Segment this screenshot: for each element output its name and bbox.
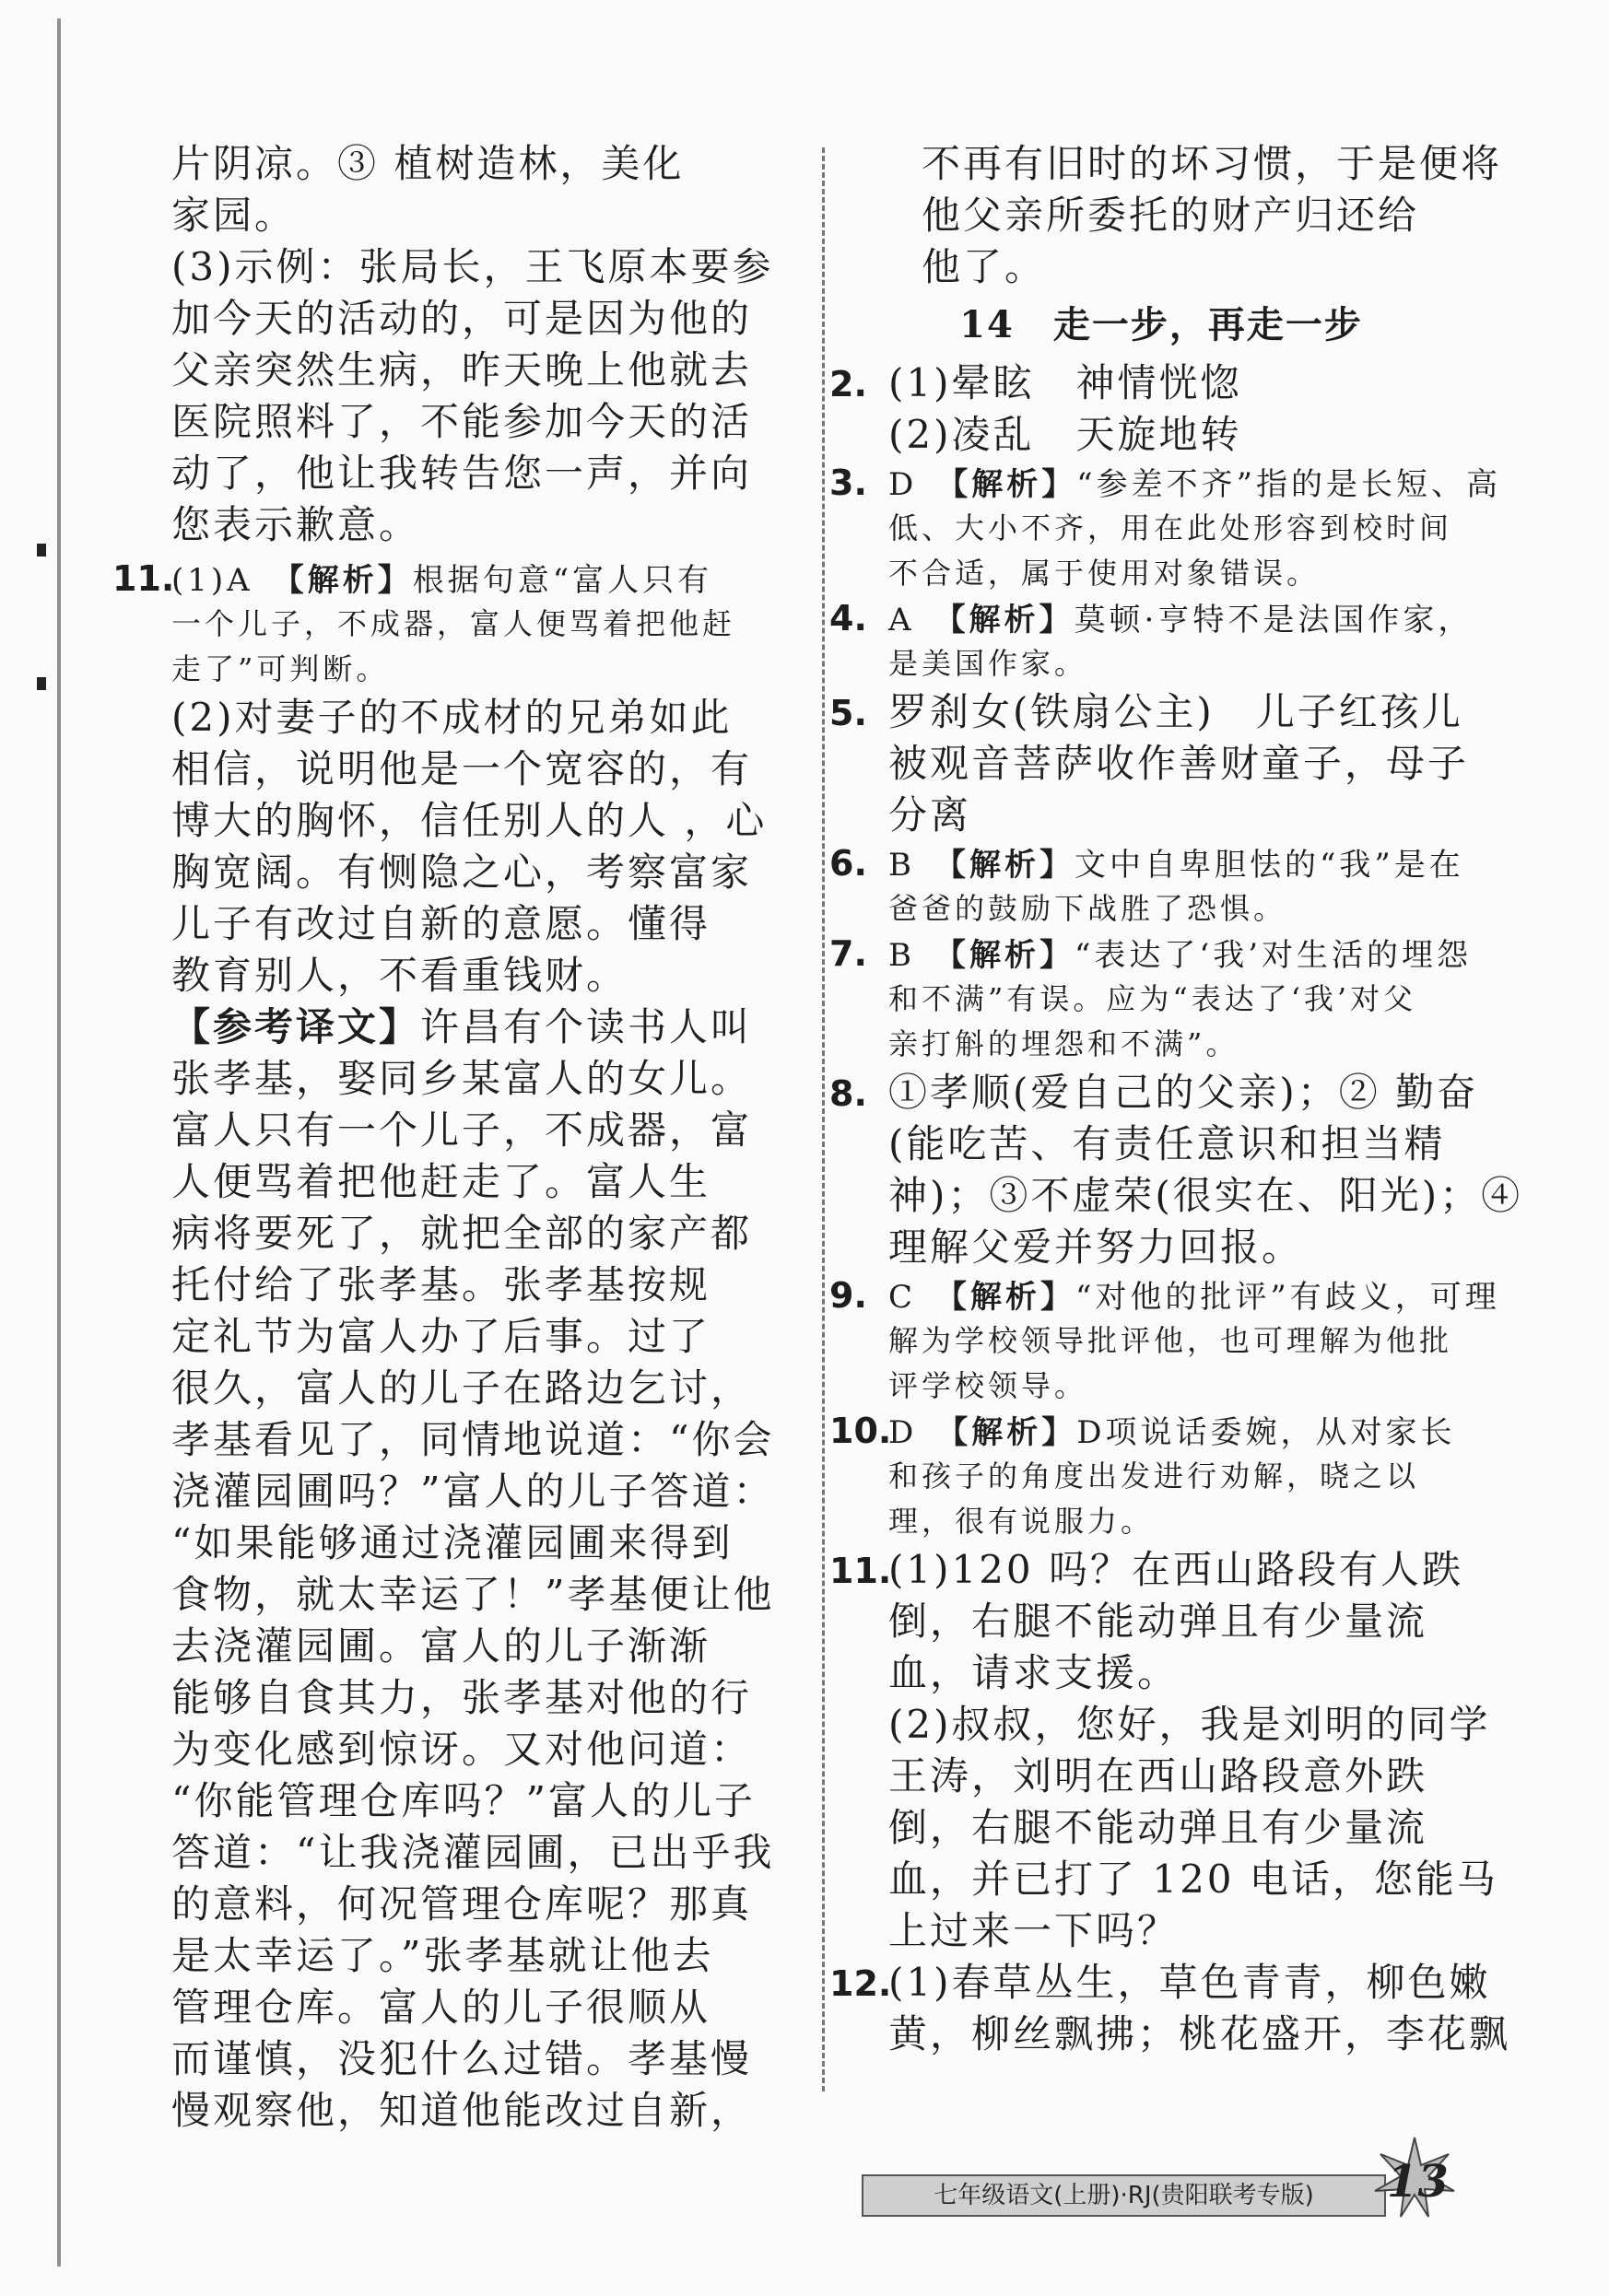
answer-5 — [829, 686, 1493, 841]
answer-8 — [829, 1067, 1523, 1273]
section-heading: 14 走一步，再走一步 — [959, 303, 1363, 346]
analysis-line: 亲打斛的埋怨和不满”。 — [888, 1026, 1239, 1061]
answer-line: 倒，右腿不能动弹且有少量流 — [888, 1599, 1428, 1644]
analysis-text: 根据句意“富人只有 — [412, 562, 713, 599]
text-line: (2)对妻子的不成材的兄弟如此 — [171, 695, 733, 740]
answer-line: ①孝顺(爱自己的父亲)；② 勤奋 — [888, 1070, 1479, 1115]
translation-line: 是太幸运了。”张孝基就让他去 — [171, 1933, 714, 1978]
answer-choice: B — [888, 937, 915, 974]
text-line: 博大的胸怀，信任别人的人 ，心 — [171, 798, 768, 843]
page-binding-edge — [57, 18, 61, 2267]
answer-11-right — [829, 1544, 1498, 1957]
translation-line: 富人只有一个儿子，不成器，富 — [171, 1107, 753, 1153]
answer-10 — [829, 1409, 1493, 1544]
text-line: 儿子有改过自新的意愿。懂得 — [171, 901, 711, 946]
translation-line: 的意料，何况管理仓库呢？那真 — [171, 1881, 753, 1927]
answer-6 — [829, 841, 1493, 931]
analysis-line: 和不满”有误。应为“表达了‘我’对父 — [888, 981, 1417, 1016]
answer-line: 被观音菩萨收作善财童子，母子 — [888, 741, 1470, 786]
question-number: 4. — [829, 598, 867, 638]
answer-line: 血，并已打了 120 电话，您能马 — [888, 1857, 1498, 1902]
analysis-text: “表达了‘我’对生活的埋怨 — [1075, 937, 1472, 974]
answer-line: 理解父爱并努力回报。 — [888, 1224, 1304, 1270]
text-line: 医院照料了，不能参加今天的活 — [171, 399, 753, 444]
translation-line: 而谨慎，没犯什么过错。孝基慢 — [171, 2036, 753, 2081]
analysis-text: “参差不齐”指的是长短、高 — [1076, 466, 1502, 503]
analysis-label: 【解析】 — [952, 1414, 1077, 1451]
translation-line: 托付给了张孝基。张孝基按规 — [171, 1262, 711, 1307]
analysis-line: 评学校领导。 — [888, 1368, 1088, 1403]
translation-line: 管理仓库。富人的儿子很顺从 — [171, 1985, 711, 2030]
translation-line: 人便骂着把他赶走了。富人生 — [171, 1159, 711, 1204]
text-line: 父亲突然生病，昨天晚上他就去 — [171, 347, 753, 392]
analysis-text: 文中自卑胆怯的“我”是在 — [1075, 847, 1464, 884]
answer-line: (1)120 吗？在西山路段有人跌 — [888, 1547, 1464, 1592]
translation-line: 食物，就太幸运了！”孝基便让他 — [171, 1572, 775, 1617]
analysis-text: D项说话委婉，从对家长 — [1076, 1414, 1456, 1451]
translation-line: “你能管理仓库吗？”富人的儿子 — [171, 1778, 756, 1823]
answer-line: 血，请求支援。 — [888, 1650, 1180, 1695]
answer-line: 黄，柳丝飘拂；桃花盛开，李花飘 — [888, 2011, 1511, 2056]
answer-9 — [829, 1273, 1500, 1409]
analysis-label: 【解析】 — [949, 602, 1075, 638]
translation-label: 【参考译文】 — [171, 1004, 421, 1049]
text-line: 您表示歉意。 — [171, 502, 421, 547]
analysis-label: 【解析】 — [952, 466, 1077, 503]
translation-line: 病将要死了，就把全部的家产都 — [171, 1211, 753, 1256]
right-column — [829, 138, 1523, 2060]
analysis-line: 一个儿子，不成器，富人便骂着把他赶 — [171, 606, 736, 641]
answer-11-left — [112, 556, 807, 2137]
translation-line — [171, 1002, 807, 1053]
text-line: 家园。 — [171, 193, 297, 238]
answer-line: (1)晕眩 神情恍惚 — [888, 360, 1242, 405]
translation-line: “如果能够通过浇灌园圃来得到 — [171, 1520, 734, 1565]
question-number: 11. — [829, 1551, 892, 1591]
translation-line: 很久，富人的儿子在路边乞讨， — [171, 1365, 753, 1411]
column-divider — [822, 147, 825, 2091]
answer-choice: B — [888, 847, 915, 884]
answer-line: 罗刹女(铁扇公主) 儿子红孩儿 — [888, 689, 1463, 734]
translation-line: 张孝基，娶同乡某富人的女儿。 — [171, 1056, 753, 1101]
left-column — [112, 138, 807, 2137]
text-line: 教育别人，不看重钱财。 — [171, 953, 628, 998]
answer-choice: (1)A — [171, 562, 253, 599]
analysis-line: 不合适，属于使用对象错误。 — [888, 556, 1321, 591]
analysis-text: 莫顿·亨特不是法国作家， — [1074, 602, 1474, 638]
answer-line: (1)春草丛生，草色青青，柳色嫩 — [888, 1960, 1491, 2005]
analysis-line: 低、大小不齐，用在此处形容到校时间 — [888, 510, 1453, 545]
answer-choice: D — [888, 466, 918, 503]
text-line: 加今天的活动的，可是因为他的 — [171, 296, 753, 341]
answer-line: (能吃苦、有责任意识和担当精 — [888, 1121, 1446, 1166]
answer-3 — [829, 461, 1502, 596]
answer-line: (2)凌乱 天旋地转 — [888, 412, 1242, 457]
text-line: 胸宽阔。有恻隐之心，考察富家 — [171, 849, 753, 895]
answer-line — [112, 556, 807, 602]
analysis-line: 理，很有说服力。 — [888, 1504, 1155, 1539]
translation-line: 孝基看见了，同情地说道：“你会 — [171, 1417, 775, 1462]
answer-line: 神)；③不虚荣(很实在、阳光)；④ — [888, 1173, 1523, 1218]
answer-line: 王涛，刘明在西山路段意外跌 — [888, 1753, 1428, 1798]
translation-line: 定礼节为富人办了后事。过了 — [171, 1314, 711, 1359]
question-number: 3. — [829, 463, 867, 503]
text-line: 相信，说明他是一个宽容的，有 — [171, 746, 753, 791]
text-line: 他父亲所委托的财产归还给 — [922, 193, 1420, 238]
question-number: 2. — [829, 364, 867, 404]
translation-line: 浇灌园圃吗？”富人的儿子答道： — [171, 1469, 775, 1514]
margin-mark — [37, 544, 46, 556]
answer-line: (2)叔叔，您好，我是刘明的同学 — [888, 1702, 1491, 1747]
answer-choice: C — [888, 1279, 917, 1316]
analysis-text: “对他的批评”有歧义，可理 — [1075, 1279, 1500, 1316]
answer-choice: A — [888, 602, 915, 638]
analysis-line: 走了”可判断。 — [171, 651, 390, 686]
translation-text: 许昌有个读书人叫 — [420, 1004, 753, 1049]
text-line: 不再有旧时的坏习惯，于是便将 — [922, 141, 1503, 186]
text-line: 他了。 — [922, 244, 1047, 289]
answer-line: 倒，右腿不能动弹且有少量流 — [888, 1805, 1428, 1850]
translation-line: 答道：“让我浇灌园圃，已出乎我 — [171, 1830, 775, 1875]
answer-4 — [829, 596, 1493, 686]
answer-choice: D — [888, 1414, 918, 1451]
analysis-label: 【解析】 — [950, 847, 1075, 884]
translation-line: 去浇灌园圃。富人的儿子渐渐 — [171, 1623, 711, 1669]
question-number: 8. — [829, 1073, 867, 1114]
margin-mark — [37, 677, 46, 690]
analysis-label: 【解析】 — [288, 562, 413, 599]
question-number: 11. — [112, 558, 175, 599]
analysis-line: 是美国作家。 — [888, 646, 1088, 681]
question-number: 5. — [829, 693, 867, 733]
answer-line: 上过来一下吗？ — [888, 1908, 1180, 1953]
translation-line: 慢观察他，知道他能改过自新， — [171, 2088, 753, 2133]
analysis-label: 【解析】 — [950, 937, 1075, 974]
footer-banner: 七年级语文(上册)·RJ(贵阳联考专版) — [862, 2174, 1386, 2217]
question-number: 7. — [829, 933, 867, 974]
question-number: 12. — [829, 1963, 892, 2004]
translation-line: 能够自食其力，张孝基对他的行 — [171, 1675, 753, 1720]
question-number: 9. — [829, 1275, 867, 1316]
page-number: 13 — [1387, 2156, 1449, 2208]
text-line: 片阴凉。③ 植树造林，美化 — [171, 141, 685, 186]
answer-2 — [829, 357, 1493, 461]
answer-12 — [829, 1957, 1511, 2060]
analysis-line: 爸爸的鼓励下战胜了恐惧。 — [888, 891, 1287, 926]
question-number: 6. — [829, 843, 867, 884]
question-number: 10. — [829, 1411, 892, 1451]
analysis-label: 【解析】 — [951, 1279, 1076, 1316]
answer-line: 分离 — [888, 792, 972, 838]
text-line: 动了，他让我转告您一声，并向 — [171, 451, 753, 496]
analysis-line: 解为学校领导批评他，也可理解为他批 — [888, 1323, 1453, 1358]
analysis-line: 和孩子的角度出发进行劝解，晓之以 — [888, 1458, 1420, 1494]
translation-line: 为变化感到惊讶。又对他问道： — [171, 1727, 753, 1772]
text-line: (3)示例：张局长，王飞原本要参 — [171, 244, 774, 289]
answer-7 — [829, 931, 1493, 1067]
